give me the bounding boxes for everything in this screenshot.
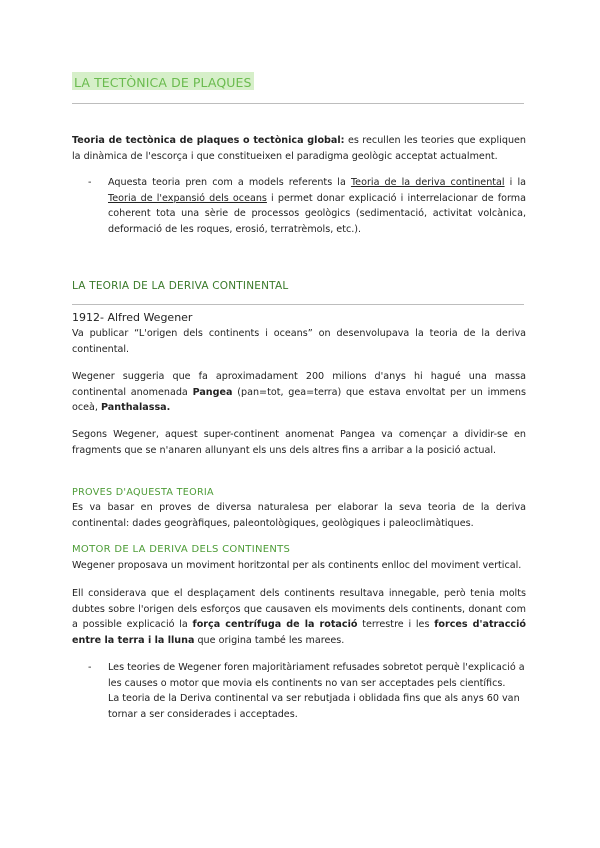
bullet-marker: - bbox=[88, 662, 92, 673]
motor-paragraph: Wegener proposava un moviment horitzontal per als continents enlloc del moviment vertical. bbox=[72, 560, 522, 571]
bullet-marker: - bbox=[88, 177, 92, 188]
divider bbox=[72, 103, 524, 104]
bullet2-line-1: Les teories de Wegener foren majoritàriament refusades sobretot perquè l'explicació a les causes o motor que movia els continents no van ser acceptades pels científics. bbox=[108, 662, 525, 689]
ell-paragraph bbox=[72, 586, 526, 648]
section-heading-deriva: LA TEORIA DE LA DERIVA CONTINENTAL bbox=[72, 280, 289, 292]
ell-text-3: que origina també les marees. bbox=[194, 634, 345, 646]
bullet-paragraph-refusades bbox=[108, 660, 526, 722]
bullet1-text-2: i la bbox=[504, 177, 526, 188]
proves-paragraph: Es va basar en proves de diversa naturalesa per elaborar la seva teoria de la deriva continental: dades geogràfiques, paleontològiques, geològiques i paleoclimàtiques. bbox=[72, 502, 526, 529]
bullet2-line-2: La teoria de la Deriva continental va ser rebutjada i oblidada fins que als anys 60 van tornar a ser considerades i acceptades. bbox=[108, 693, 520, 720]
panthalassa-term: Panthalassa. bbox=[101, 402, 171, 414]
ell-text-1: Ell considerava que el desplaçament dels continents resultava innegable, però tenia molts dubtes sobre l'origen dels esforços que causaven els moviments dels continents, donant com a possible explicació la bbox=[72, 588, 526, 631]
title-highlight bbox=[72, 72, 254, 90]
link-deriva-continental[interactable]: Teoria de la deriva continental bbox=[350, 177, 505, 188]
intro-text: es recullen les teories que expliquen la dinàmica de l'escorça i que constitueixen el paradigma geològic acceptat actualment. bbox=[72, 135, 527, 162]
ell-text-2: terrestre i les bbox=[357, 619, 435, 631]
segons-paragraph: Segons Wegener, aquest super-continent anomenat Pangea va començar a dividir-se en fragments que se n'anaren allunyant els uns dels altres fins a arribar a la posició actual. bbox=[72, 429, 526, 456]
link-expansio-oceans[interactable]: Teoria de l'expansió dels oceans bbox=[108, 192, 267, 204]
pangea-text-1: Wegener suggeria que fa aproximadament 200 milions d'anys hi hagué una massa continental anomenada bbox=[72, 371, 526, 398]
page-title: LA TECTÒNICA DE PLAQUES bbox=[74, 75, 252, 90]
wegener-paragraph: Va publicar “L'origen dels continents i oceans” on desenvolupava la teoria de la deriva continental. bbox=[72, 328, 526, 355]
bullet1-text-1: Aquesta teoria pren com a models referents la bbox=[108, 177, 351, 188]
forca-centrifuga-term: força centrífuga de la rotació bbox=[192, 619, 358, 631]
wegener-heading: 1912- Alfred Wegener bbox=[72, 311, 193, 324]
pangea-paragraph bbox=[72, 369, 526, 416]
pangea-text-2: (pan=tot, gea=terra) que estava envoltat per un immens oceà, bbox=[72, 386, 526, 414]
proves-heading: PROVES D'AQUESTA TEORIA bbox=[72, 487, 214, 498]
motor-heading: MOTOR DE LA DERIVA DELS CONTINENTS bbox=[72, 544, 291, 555]
divider bbox=[72, 304, 524, 305]
intro-paragraph bbox=[72, 133, 526, 164]
forces-atraccio-term: forces d'atracció entre la terra i la lluna bbox=[72, 619, 526, 646]
intro-bold-term: Teoria de tectònica de plaques o tectònica global: bbox=[72, 135, 345, 146]
bullet-paragraph-models bbox=[108, 175, 526, 237]
bullet1-text-3: i permet donar explicació i interrelacionar de forma coherent tota una sèrie de processos geològics (sedimentació, activitat volcànica, deformació de les roques, erosió, terratrèmols, etc.). bbox=[108, 192, 527, 235]
pangea-term: Pangea bbox=[192, 386, 233, 398]
